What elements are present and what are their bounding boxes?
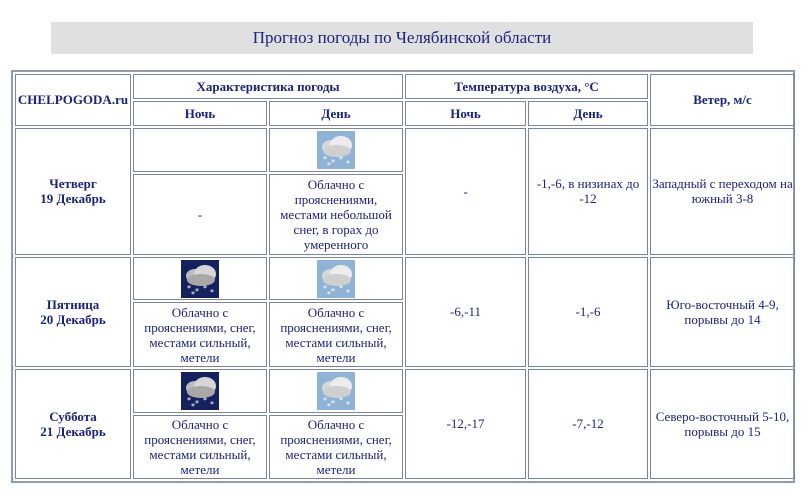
forecast-table-frame bbox=[11, 70, 795, 483]
weekday: Четверг bbox=[49, 176, 97, 192]
cloud-snow-icon bbox=[317, 260, 355, 298]
header-weather-day: День bbox=[269, 101, 403, 126]
header-temperature: Температура воздуха, °С bbox=[405, 74, 648, 99]
date: 21 Декабрь bbox=[40, 423, 106, 439]
temp-day: -7,-12 bbox=[528, 369, 648, 479]
temp-night: -12,-17 bbox=[405, 369, 526, 479]
day-icon-cell bbox=[269, 128, 403, 172]
temp-night: -6,-11 bbox=[405, 257, 526, 367]
cloud-snow-icon bbox=[317, 131, 355, 169]
day-description: Облачно с прояснениями, снег, местами сильный, метели bbox=[269, 302, 403, 366]
page-title: Прогноз погоды по Челябинской области bbox=[51, 22, 753, 54]
night-cloud-snow-icon bbox=[181, 260, 219, 298]
night-icon-cell bbox=[133, 128, 267, 172]
day-label bbox=[15, 128, 131, 255]
date: 19 Декабрь bbox=[40, 191, 106, 207]
temp-day: -1,-6, в низинах до -12 bbox=[528, 128, 648, 255]
temp-night: - bbox=[405, 128, 526, 255]
night-description: Облачно с прояснениями, снег, местами сильный, метели bbox=[133, 415, 267, 480]
cloud-snow-icon bbox=[317, 372, 355, 410]
day-icon-cell bbox=[269, 257, 403, 301]
header-temp-day: День bbox=[528, 101, 648, 126]
header-weather-night: Ночь bbox=[133, 101, 267, 126]
header-wind: Ветер, м/с bbox=[650, 74, 795, 126]
date: 20 Декабрь bbox=[40, 311, 106, 327]
weekday: Пятница bbox=[46, 296, 100, 312]
day-description: Облачно с прояснениями, снег, местами сильный, метели bbox=[269, 415, 403, 480]
day-description: Облачно с прояснениями, местами небольшой снег, в горах до умеренного bbox=[269, 174, 403, 255]
header-weather: Характеристика погоды bbox=[133, 74, 403, 99]
day-label bbox=[15, 369, 131, 479]
temp-day: -1,-6 bbox=[528, 257, 648, 367]
night-description: - bbox=[133, 174, 267, 255]
site-name: CHELPOGODA.ru bbox=[15, 74, 131, 126]
night-icon-cell bbox=[133, 369, 267, 413]
wind: Северо-восточный 5-10, порывы до 15 bbox=[650, 369, 795, 479]
weekday: Суббота bbox=[49, 408, 97, 424]
night-icon-cell bbox=[133, 257, 267, 301]
day-label bbox=[15, 257, 131, 367]
wind: Юго-восточный 4-9, порывы до 14 bbox=[650, 257, 795, 367]
day-icon-cell bbox=[269, 369, 403, 413]
header-temp-night: Ночь bbox=[405, 101, 526, 126]
wind: Западный с переходом на южный 3-8 bbox=[650, 128, 795, 255]
forecast-table bbox=[13, 72, 797, 481]
night-cloud-snow-icon bbox=[181, 372, 219, 410]
night-description: Облачно с прояснениями, снег, местами сильный, метели bbox=[133, 302, 267, 366]
